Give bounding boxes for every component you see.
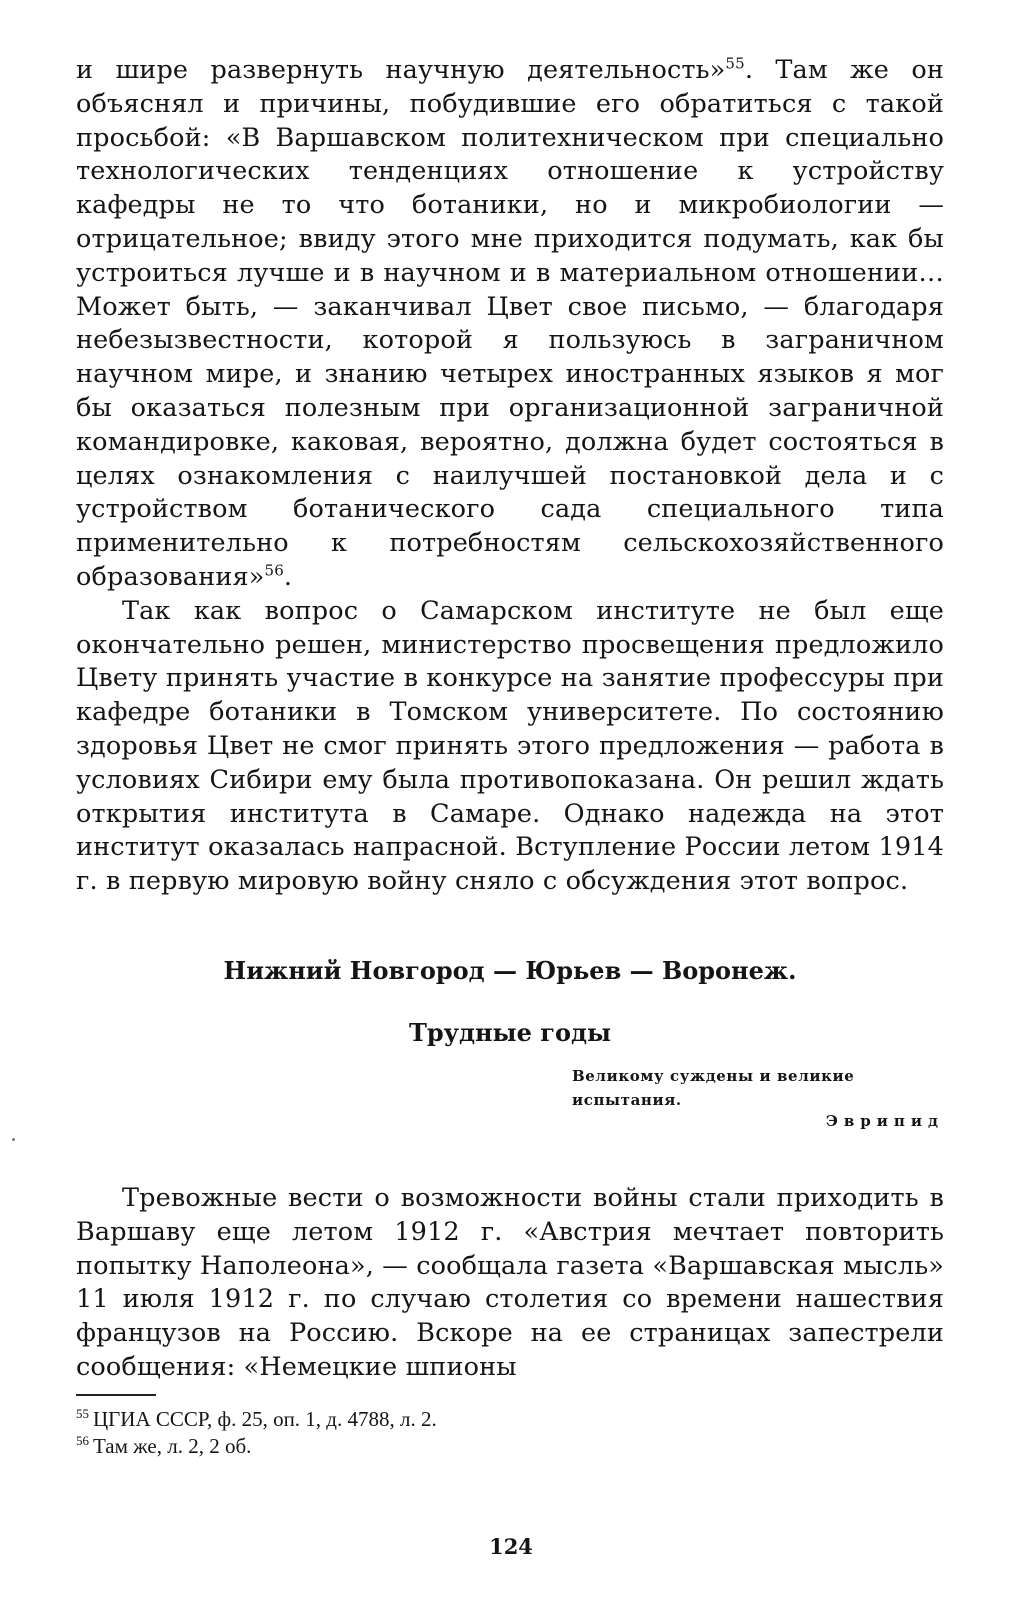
footnote-text: Там же, л. 2, 2 об. <box>93 1434 252 1458</box>
text-block-bottom <box>76 1182 944 1385</box>
footnote-rule <box>76 1394 156 1396</box>
page-number: 124 <box>489 1534 533 1559</box>
footnote-number: 55 <box>76 1406 89 1421</box>
paragraph-end-punct: . <box>283 561 293 592</box>
paragraph-text: и шире развернуть научную деятельность» <box>76 55 726 85</box>
paragraph-war-news: Тревожные вести о возможности войны стали приходить в Варшаву еще летом 1912 г. «Австрия мечтает повторить попытку Наполеона», — сообщала газета «Варшавская мысль» 11 июля 1912 г. по случаю столетия со времени нашествия французов на Россию. Вскоре на ее страницах запестрели сообщения: «Немецкие шпионы <box>76 1183 944 1382</box>
text-block-top <box>76 54 944 899</box>
paragraph-samara: Так как вопрос о Самарском институте не был еще окончательно решен, министерство просвещения предложило Цвету принять участие в конкурсе на занятие профессуры при кафедре ботаники в Томском университете. По состоянию здоровья Цвет не смог принять этого предложения — работа в условиях Сибири ему была противопоказана. Он решил ждать открытия института в Самаре. Однако надежда на этот институт оказалась напрасной. Вступление России летом 1914 г. в первую мировую войну сняло с обсуждения этот вопрос. <box>76 595 944 897</box>
margin-dot <box>12 1138 15 1141</box>
footnote-ref-56: 56 <box>264 561 284 580</box>
paragraph-continued <box>76 54 944 595</box>
footnote-item <box>76 1433 944 1460</box>
section-subheading: Трудные годы <box>408 1018 612 1047</box>
footnote-text: ЦГИА СССР, ф. 25, оп. 1, д. 4788, л. 2. <box>93 1407 437 1431</box>
epigraph-quote: Великому суждены и великие испытания. <box>572 1067 855 1109</box>
section-heading: Нижний Новгород — Юрьев — Воронеж. <box>223 956 797 985</box>
footnote-item <box>76 1406 944 1433</box>
footnote-ref-55: 55 <box>725 54 745 73</box>
epigraph-author: Эврипид <box>825 1112 944 1130</box>
footnote-number: 56 <box>76 1433 89 1448</box>
paragraph-text-continued: . Там же он объяснял и причины, побудившие его обратиться с такой просьбой: «В Варшавском политехническом при специально технологических тенденциях отношение к устройству кафедры не то что ботаники, но и микробиологии — отрицательное; ввиду этого мне приходится подумать, как бы устроиться лучше и в научном и в материальном отношении… Может быть, — заканчивал Цвет свое письмо, — благодаря небезызвестности, которой я пользуюсь в заграничном научном мире, и знанию четырех иностранных языков я мог бы оказаться полезным при организационной заграничной командировке, каковая, вероятно, должна будет состояться в целях ознакомления с наилучшей постановкой дела и с устройством ботанического сада специального типа применительно к потребностям сельскохозяйственного образования» <box>76 55 944 592</box>
footnotes <box>76 1406 944 1460</box>
